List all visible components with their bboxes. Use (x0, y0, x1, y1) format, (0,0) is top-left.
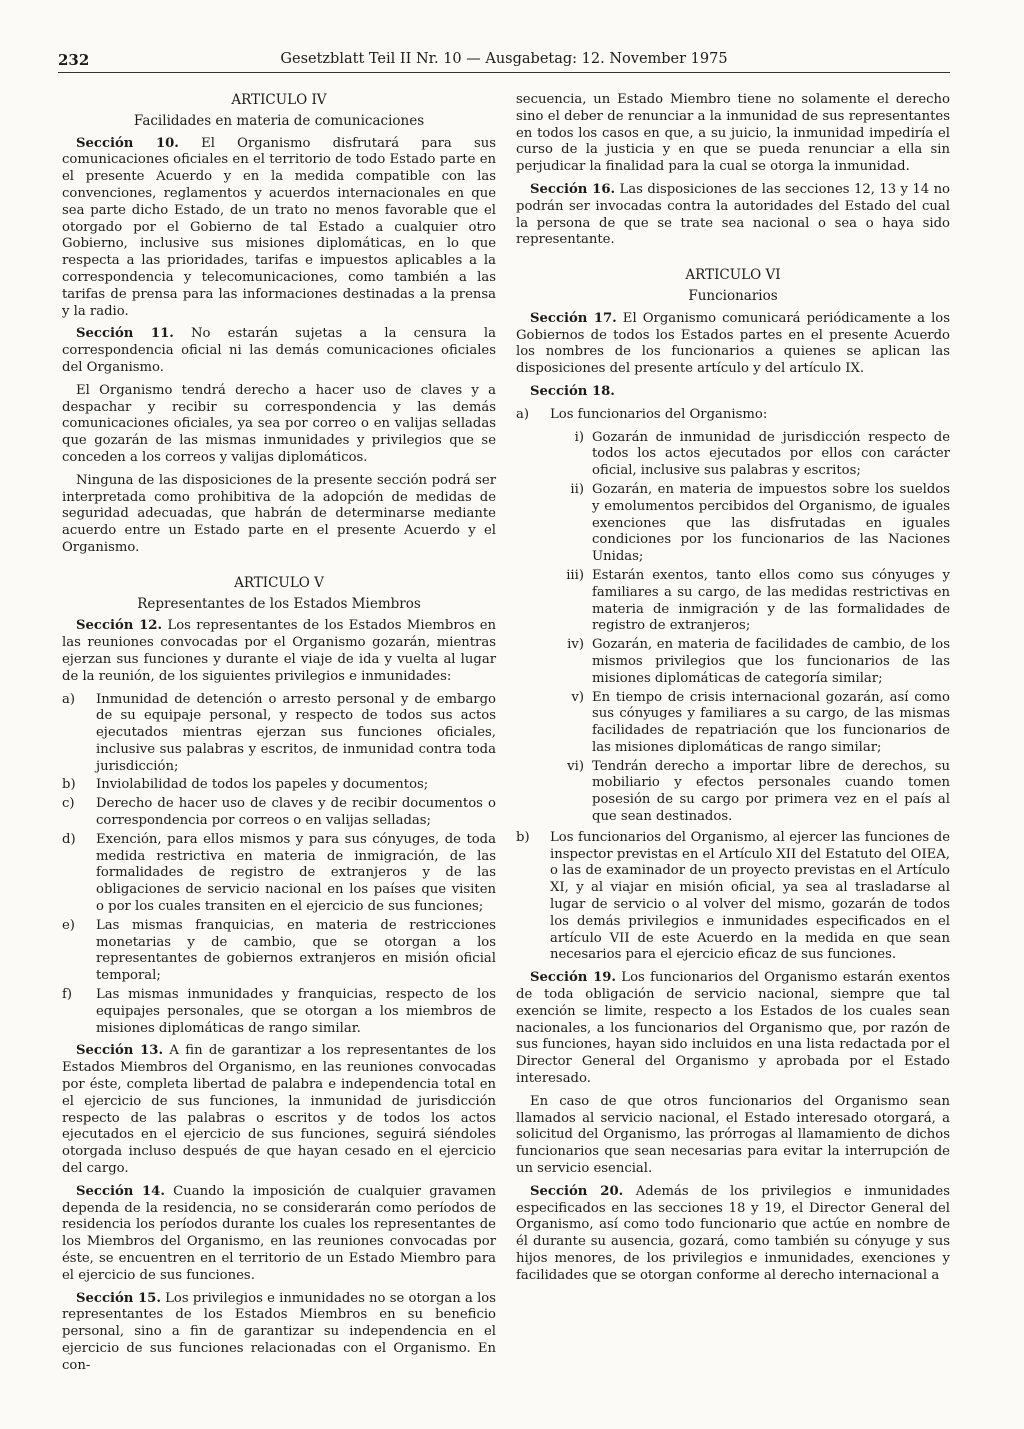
section-11 (62, 326, 496, 376)
section-18-label: Sección 18. (530, 383, 615, 399)
section-12 (62, 618, 496, 685)
list-item: a) Inmunidad de detención o arresto personal y de embargo de su equipaje personal, y respecto de todos sus actos ejecutados mientras ejerzan sus funciones oficiales, inclusive sus palabras y escritos, de inmunidad contra toda jurisdicción; (62, 691, 496, 774)
article-v-subtitle: Representantes de los Estados Miembros (137, 595, 421, 612)
section-10-label: Sección 10. (76, 135, 179, 151)
section-11-paragraph-3: Ninguna de las disposiciones de la presente sección podrá ser interpretada como prohibitiva de la adopción de medidas de seguridad adecuadas, que habrán de determinarse mediante acuerdo entre un Estado parte en el presente Acuerdo y el Organismo. (62, 472, 496, 555)
section-11-paragraph-2: El Organismo tendrá derecho a hacer uso de claves y a despachar y recibir su correspondencia y las demás comunicaciones oficiales, ya sea por correo o en valijas selladas que gozarán de las mismas inmunidades y privilegios que se conceden a los correos y valijas diplomáticos. (62, 382, 496, 465)
section-11-text: No estarán sujetas a la censura la correspondencia oficial ni las demás comunicaciones oficiales del Organismo. (62, 326, 496, 375)
section-19-paragraph-2: En caso de que otros funcionarios del Organismo sean llamados al servicio nacional, el Estado interesado otorgará, a solicitud del Organismo, las prórrogas al llamamiento de dichos funcionarios que sean necesarias para evitar la interrupción de un servicio esencial. (516, 1093, 950, 1177)
list-item: iii) Estarán exentos, tanto ellos como sus cónyuges y familiares a su cargo, de las medidas restrictivas en materia de inmigración y de las formalidades de registro de extranjeros; (566, 567, 950, 634)
section-12-list (62, 692, 496, 1038)
article-vi-heading: ARTICULO VI (685, 267, 781, 284)
section-18-heading (516, 384, 950, 401)
section-13-text: A fin de garantizar a los representantes de los Estados Miembros del Organismo, en las reuniones convocadas por éste, completa libertad de palabra e independencia total en el ejercicio de sus funciones, la inmunidad de jurisdicción respecto de las palabras o escritos y de todos los actos ejecutados en el ejercicio de sus funciones, seguirá siéndoles otorgada incluso después de que hayan cesado en el ejercicio del cargo. (62, 1043, 497, 1177)
section-20-label: Sección 20. (530, 1183, 624, 1199)
list-item: ii) Gozarán, en materia de impuestos sobre los sueldos y emolumentos percibidos del Organismo, de iguales exenciones que las disfrutadas en iguales condiciones por los funcionarios de las Naciones Unidas; (570, 481, 950, 565)
section-19-label: Sección 19. (530, 970, 617, 986)
running-title: Gesetzblatt Teil II Nr. 10 — Ausgabetag: 12. November 1975 (280, 51, 728, 67)
section-18-list-b (516, 830, 950, 964)
section-19 (516, 970, 950, 1088)
section-10 (62, 136, 496, 321)
section-16-label: Sección 16. (530, 181, 616, 197)
list-item: i) Gozarán de inmunidad de jurisdicción respecto de todos los actos ejecutados por ellos con carácter oficial, inclusive sus palabras y escritos; (574, 429, 950, 479)
section-14-label: Sección 14. (76, 1183, 165, 1199)
section-12-label: Sección 12. (76, 618, 163, 634)
list-item: d) Exención, para ellos mismos y para sus cónyuges, de toda medida restrictiva en materia de inmigración, de las formalidades de registro de extranjeros y de las obligaciones de servicio nacional en los países que visiten o por los cuales transiten en el ejercicio de sus funciones; (62, 831, 496, 915)
section-11-label: Sección 11. (76, 326, 174, 342)
section-16-text: Las disposiciones de las secciones 12, 13 y 14 no podrán ser invocadas contra la autoridades del Estado del cual la persona de que se trate sea nacional o sea o haya sido representante. (516, 181, 950, 248)
right-column (516, 92, 950, 1291)
section-17-label: Sección 17. (530, 310, 617, 326)
list-item: iv) Gozarán, en materia de facilidades de cambio, de los mismos privilegios que los funcionarios de las misiones diplomáticas de categoría similar; (567, 637, 950, 686)
article-vi-subtitle: Funcionarios (688, 287, 778, 304)
list-item: b) Los funcionarios del Organismo, al ejercer las funciones de inspector previstas en el Artículo XII del Estatuto del OIEA, o las de examinador de un proyecto previstas en el Artículo XI, y al viajar en misión oficial, ya sea al trasladarse al lugar de servicio o al volver del mismo, gozarán de todos los demás privilegios e inmunidades especificados en el artículo VII de este Acuerdo en la medida en que sean necesarios para el ejercicio eficaz de sus funciones. (516, 829, 950, 963)
section-15-label: Sección 15. (76, 1290, 161, 1306)
section-15-text: Los privilegios e inmunidades no se otorgan a los representantes de los Estados Miembros en su beneficio personal, sino a fin de garantizar su independencia en el ejercicio de sus funciones relacionadas con el Organismo. En con- (62, 1290, 497, 1373)
page-header (58, 50, 950, 73)
list-item: v) En tiempo de crisis internacional gozarán, así como sus cónyuges y familiares a su cargo, de las mismas facilidades de repatriación que los funcionarios de las misiones diplomáticas de rango similar; (571, 689, 950, 755)
section-15 (62, 1291, 496, 1375)
section-13-label: Sección 13. (76, 1043, 164, 1059)
list-item: b) Inviolabilidad de todos los papeles y documentos; (62, 777, 429, 793)
section-14-text: Cuando la imposición de cualquier gravamen dependa de la residencia, no se considerarán como períodos de residencia los períodos durante los cuales los representantes de los Miembros del Organismo, en las reuniones convocadas por éste, se encuentren en el territorio de un Estado Miembro para el ejercicio de sus funciones. (62, 1183, 496, 1283)
section-17-text: El Organismo comunicará periódicamente a los Gobiernos de todos los Estados partes en el presente Acuerdo los nombres de los funcionarios a quienes se aplican las disposiciones del presente artículo y del artículo IX. (516, 310, 950, 377)
section-18-list (516, 407, 950, 424)
section-18-sublist (550, 430, 950, 826)
list-item: f) Las mismas inmunidades y franquicias, respecto de los equipajes personales, que se otorgan a los miembros de misiones diplomáticas de rango similar. (62, 987, 496, 1036)
article-iv-subtitle: Facilidades en materia de comunicaciones (133, 112, 425, 129)
section-15-continued: secuencia, un Estado Miembro tiene no solamente el derecho sino el deber de renunciar a la inmunidad de sus representantes en todos los casos en que, a su juicio, la inmunidad impediría el curso de la justicia y en que se pueda renunciar a ella sin perjudicar la finalidad para la cual se otorga la inmunidad. (516, 92, 950, 175)
section-12-text: Los representantes de los Estados Miembros en las reuniones convocadas por el Organismo gozarán, mientras ejerzan sus funciones y durante el viaje de ida y vuelta al lugar de la reunión, de los siguientes privilegios e inmunidades: (62, 618, 496, 684)
section-13 (62, 1043, 496, 1177)
article-v-heading: ARTICULO V (234, 574, 324, 591)
section-20-text: Además de los privilegios e inmunidades especificados en las secciones 18 y 19, el Director General del Organismo, así como todo funcionario que actúe en nombre de él durante su ausencia, gozará, como también su cónyuge y sus hijos menores, de los privilegios e inmunidades, exenciones y facilidades que se otorgan conforme al derecho internacional a (516, 1183, 950, 1283)
section-16 (516, 182, 950, 249)
left-column (62, 92, 496, 1381)
article-iv-heading: ARTICULO IV (231, 92, 327, 108)
list-item: e) Las mismas franquicias, en materia de restricciones monetarias y de cambio, que se otorgan a los representantes de gobiernos extranjeros en misión oficial temporal; (62, 917, 496, 984)
section-20 (516, 1184, 950, 1285)
section-17 (516, 311, 950, 378)
list-item: a) Los funcionarios del Organismo: (516, 406, 768, 422)
section-10-text: El Organismo disfrutará para sus comunicaciones oficiales en el territorio de todo Estado parte en el presente Acuerdo y en la medida compatible con las convenciones, reglamentos y acuerdos internacionales en que sea parte dicho Estado, de un trato no menos favorable que el otorgado por el Gobierno de tal Estado a cualquier otro Gobierno, inclusive sus misiones diplomáticas, en lo que respecta a las prioridades, tarifas e impuestos aplicables a la correspondencia y telecomunicaciones, como también a las tarifas de prensa para las informaciones destinadas a la prensa y la radio. (62, 135, 496, 319)
section-19-text: Los funcionarios del Organismo estarán exentos de toda obligación de servicio nacional, siempre que tal exención se limite, respecto a los Estados de los cuales sean nacionales, a los funcionarios del Organismo que, por razón de sus funciones, hayan sido incluidos en una lista redactada por el Director General del Organismo y aprobada por el Estado interesado. (516, 970, 951, 1087)
list-item: c) Derecho de hacer uso de claves y de recibir documentos o correspondencia por correos o en valijas selladas; (62, 796, 496, 829)
section-14 (62, 1184, 496, 1285)
list-item: vi) Tendrán derecho a importar libre de derechos, su mobiliario y efectos personales cuando tomen posesión de su cargo por primera vez en el país al que sean destinados. (567, 758, 950, 825)
page-number: 232 (58, 51, 90, 69)
